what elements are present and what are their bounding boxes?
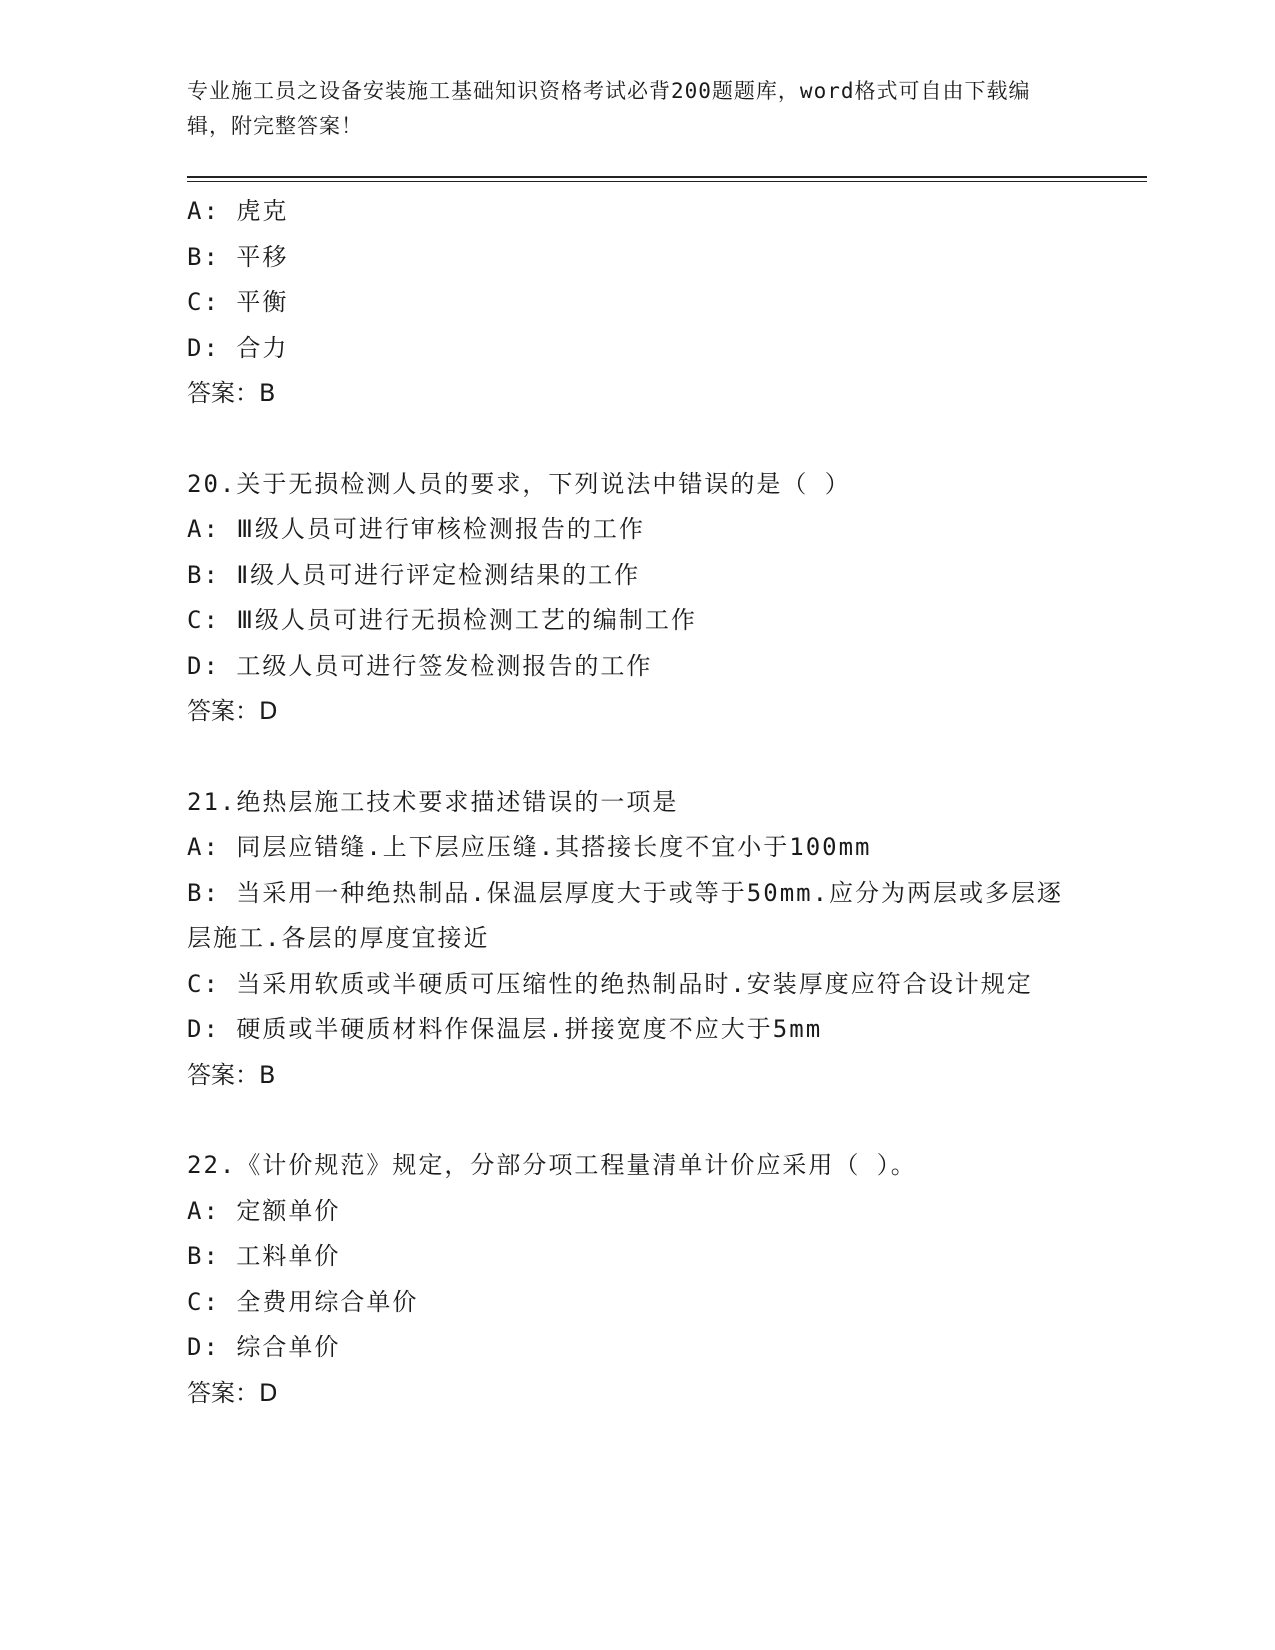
answer: 答案：B [187, 1060, 276, 1089]
option-b: B: 当采用一种绝热制品.保温层厚度大于或等于50mm.应分为两层或多层逐层施工.各层的厚度宜接近 [187, 878, 1064, 952]
question-text: 20.关于无损检测人员的要求，下列说法中错误的是（ ） [187, 469, 851, 498]
option-c: C: 当采用软质或半硬质可压缩性的绝热制品时.安装厚度应符合设计规定 [187, 969, 1033, 998]
document-header: 专业施工员之设备安装施工基础知识资格考试必背200题题库，word格式可自由下载编辑，附完整答案！ [187, 79, 1031, 138]
option-c: C: 平衡 [187, 288, 289, 316]
option-c: C: Ⅲ级人员可进行无损检测工艺的编制工作 [187, 606, 697, 634]
option-d: D: 合力 [187, 333, 289, 362]
question-21 [187, 780, 1087, 1099]
answer: 答案：D [187, 697, 278, 725]
question-20 [187, 462, 1087, 735]
option-d: D: 综合单价 [187, 1333, 341, 1361]
option-b: B: Ⅱ级人员可进行评定检测结果的工作 [187, 560, 641, 589]
option-d: D: 硬质或半硬质材料作保温层.拼接宽度不应大于5mm [187, 1015, 823, 1043]
header-rule-thick [187, 176, 1147, 178]
option-a: A: 虎克 [187, 197, 289, 225]
header-rule-thin [187, 181, 1147, 182]
question-22 [187, 1143, 1087, 1416]
question-text: 21.绝热层施工技术要求描述错误的一项是 [187, 787, 679, 816]
option-a: A: 同层应错缝.上下层应压缝.其搭接长度不宜小于100mm [187, 833, 872, 861]
option-a: A: Ⅲ级人员可进行审核检测报告的工作 [187, 515, 645, 543]
question-19 [187, 189, 1087, 417]
answer: 答案：B [187, 379, 276, 407]
answer: 答案：D [187, 1378, 278, 1407]
option-a: A: 定额单价 [187, 1196, 341, 1225]
option-d: D: 工级人员可进行签发检测报告的工作 [187, 651, 653, 680]
question-text: 22.《计价规范》规定，分部分项工程量清单计价应采用（ ）。 [187, 1151, 917, 1179]
question-list [187, 189, 1087, 1416]
option-c: C: 全费用综合单价 [187, 1287, 419, 1316]
option-b: B: 平移 [187, 242, 289, 271]
option-b: B: 工料单价 [187, 1242, 341, 1270]
